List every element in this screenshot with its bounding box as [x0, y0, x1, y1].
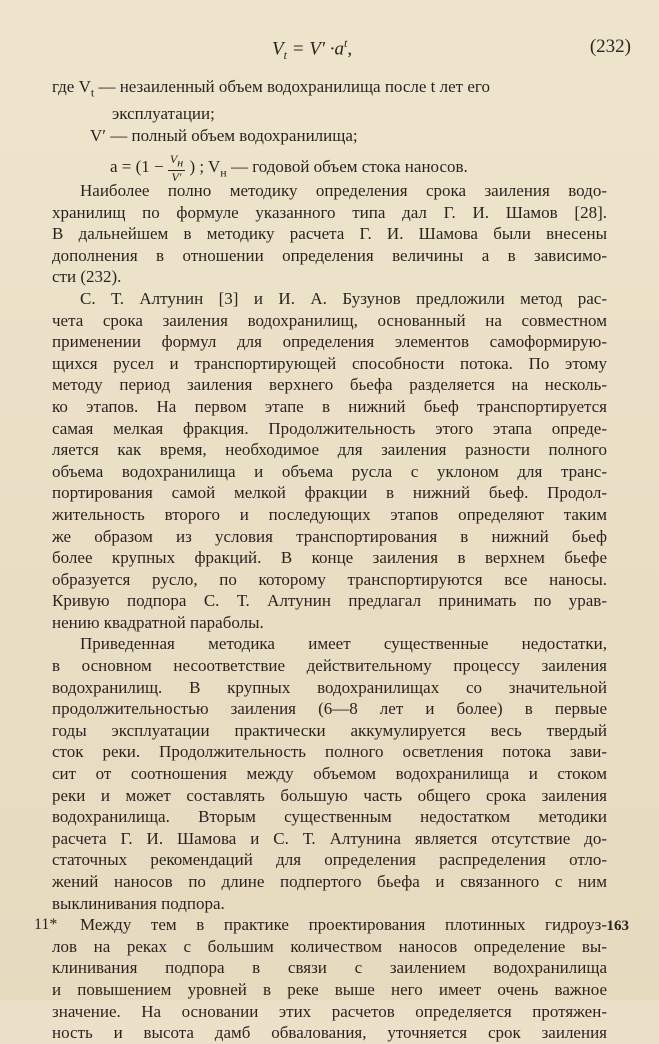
- text-line: и повышением уровней в реке выше него имеет очень важное: [52, 979, 607, 999]
- text-line: расчета Г. И. Шамова и С. Т. Алтунина является отсутствие до-: [52, 828, 607, 848]
- definition-a-lhs: a = (1 −: [110, 157, 164, 177]
- definition-a-rhs-subscript: н: [220, 165, 227, 180]
- text-line: более крупных фракций. В конце заиления в верхнем бьефе: [52, 548, 607, 568]
- definition-vt-symbol: где V: [52, 77, 91, 96]
- text-line: жительность второго и последующих этапов определяют таким: [52, 504, 607, 524]
- text-line: выклинивания подпора.: [52, 893, 225, 913]
- text-line: хранилищ по формуле указанного типа дал Г. И. Шамов [28].: [52, 202, 607, 222]
- definition-a-rhs-text: — годовой объем стока наносов.: [226, 157, 468, 177]
- text-line: ность и высота дамб обвалования, уточняется срок заиления: [52, 1023, 607, 1043]
- text-line: самая мелкая фракция. Продолжительность этого этапа опреде-: [52, 418, 607, 438]
- formula-expression: [272, 36, 352, 63]
- fraction-numerator-subscript: н: [177, 155, 184, 170]
- text-line: ко этапов. На первом этапе в нижний бьеф транспортируется: [52, 396, 607, 416]
- text-line: нению квадратной параболы.: [52, 612, 264, 632]
- text-line: сток реки. Продолжительность полного осветления потока зави-: [52, 742, 607, 762]
- text-line: водохранилища. Вторым существенным недостатком методики: [52, 807, 607, 827]
- definition-vt-continuation: эксплуатации;: [112, 104, 215, 124]
- printer-signature: 11*: [34, 916, 58, 933]
- text-line: реки и может составлять большую часть общего срока заиления: [52, 785, 607, 805]
- definition-vprime: V′ — полный объем водохранилища;: [90, 126, 358, 146]
- text-line: дополнения в отношении определения величины a в зависимо-: [52, 245, 607, 265]
- formula-exponent: t: [344, 36, 348, 50]
- text-line: щихся русел и транспортирующей способности потока. По этому: [52, 353, 607, 373]
- formula-number: (232): [589, 36, 631, 57]
- text-line: продолжительностью заиления (6—8 лет и более) в первые: [52, 699, 607, 719]
- body-text: [52, 180, 607, 1044]
- formula-definitions: [52, 76, 612, 184]
- definition-a-rhs: ) ; V: [189, 157, 221, 177]
- formula-rhs: = V′ ·a: [291, 38, 345, 60]
- text-line: клинивания подпора в связи с заилением водохранилища: [52, 958, 607, 978]
- definition-vt-text: — незаиленный объем водохранилища после t лет его: [94, 77, 490, 96]
- formula-lhs: V: [272, 38, 284, 60]
- formula-tail: ,: [347, 38, 353, 60]
- formula-lhs-subscript: t: [283, 48, 287, 63]
- text-line: применении формул для определения элементов самоформирую-: [52, 332, 607, 352]
- text-line: объема водохранилища и объема русла с уклоном для транс-: [52, 461, 607, 481]
- text-line: сит от соотношения между объемом водохранилища и стоком: [52, 764, 607, 784]
- text-line: портирования самой мелкой фракции в нижний бьеф. Продол-: [52, 483, 607, 503]
- text-line: значение. На основании этих расчетов определяется протяжен-: [52, 1001, 607, 1021]
- text-line: лов на реках с большим количеством наносов определение вы-: [52, 936, 607, 956]
- definition-vt-subscript: t: [90, 85, 95, 100]
- definition-vt: [52, 76, 612, 103]
- text-line: Между тем в практике проектирования плотинных гидроуз-: [80, 915, 607, 935]
- text-line: в основном несоответствие действительному процессу заиления: [52, 656, 607, 676]
- text-line: водохранилищ. В крупных водохранилищах со значительной: [52, 677, 607, 697]
- page-number: 163: [606, 918, 629, 934]
- text-line: ляется как время, необходимое для заиления разности полного: [52, 440, 607, 460]
- text-line: методу период заиления верхнего бьефа разделяется на несколь-: [52, 375, 607, 395]
- text-line: годы эксплуатации практически аккумулируется весь твердый: [52, 720, 607, 740]
- fraction-numerator: [168, 153, 185, 170]
- text-line: Наиболее полно методику определения срока заиления водо-: [80, 181, 607, 200]
- text-line: Приведенная методика имеет существенные недостатки,: [80, 634, 607, 654]
- formula-232: [0, 36, 659, 62]
- text-line: же образом из условия транспортирования в нижний бьеф: [52, 526, 607, 546]
- fraction-denominator: V′: [171, 169, 182, 184]
- text-line: С. Т. Алтунин [3] и И. А. Бузунов предложили метод рас-: [80, 288, 607, 308]
- text-line: В дальнейшем в методику расчета Г. И. Шамова были внесены: [52, 224, 607, 244]
- fraction-numerator-symbol: V: [169, 152, 178, 167]
- text-line: сти (232).: [52, 267, 122, 287]
- text-line: статочных рекомендаций для определения распределения отло-: [52, 850, 607, 870]
- text-line: образуется русло, по которому транспортируются все наносы.: [52, 569, 607, 589]
- text-line: чета срока заиления водохранилищ, основанный на совместном: [52, 310, 607, 330]
- text-line: жений наносов по длине подпертого бьефа и связанного с ним: [52, 872, 607, 891]
- text-line: Кривую подпора С. Т. Алтунин предлагал принимать по урав-: [52, 591, 607, 611]
